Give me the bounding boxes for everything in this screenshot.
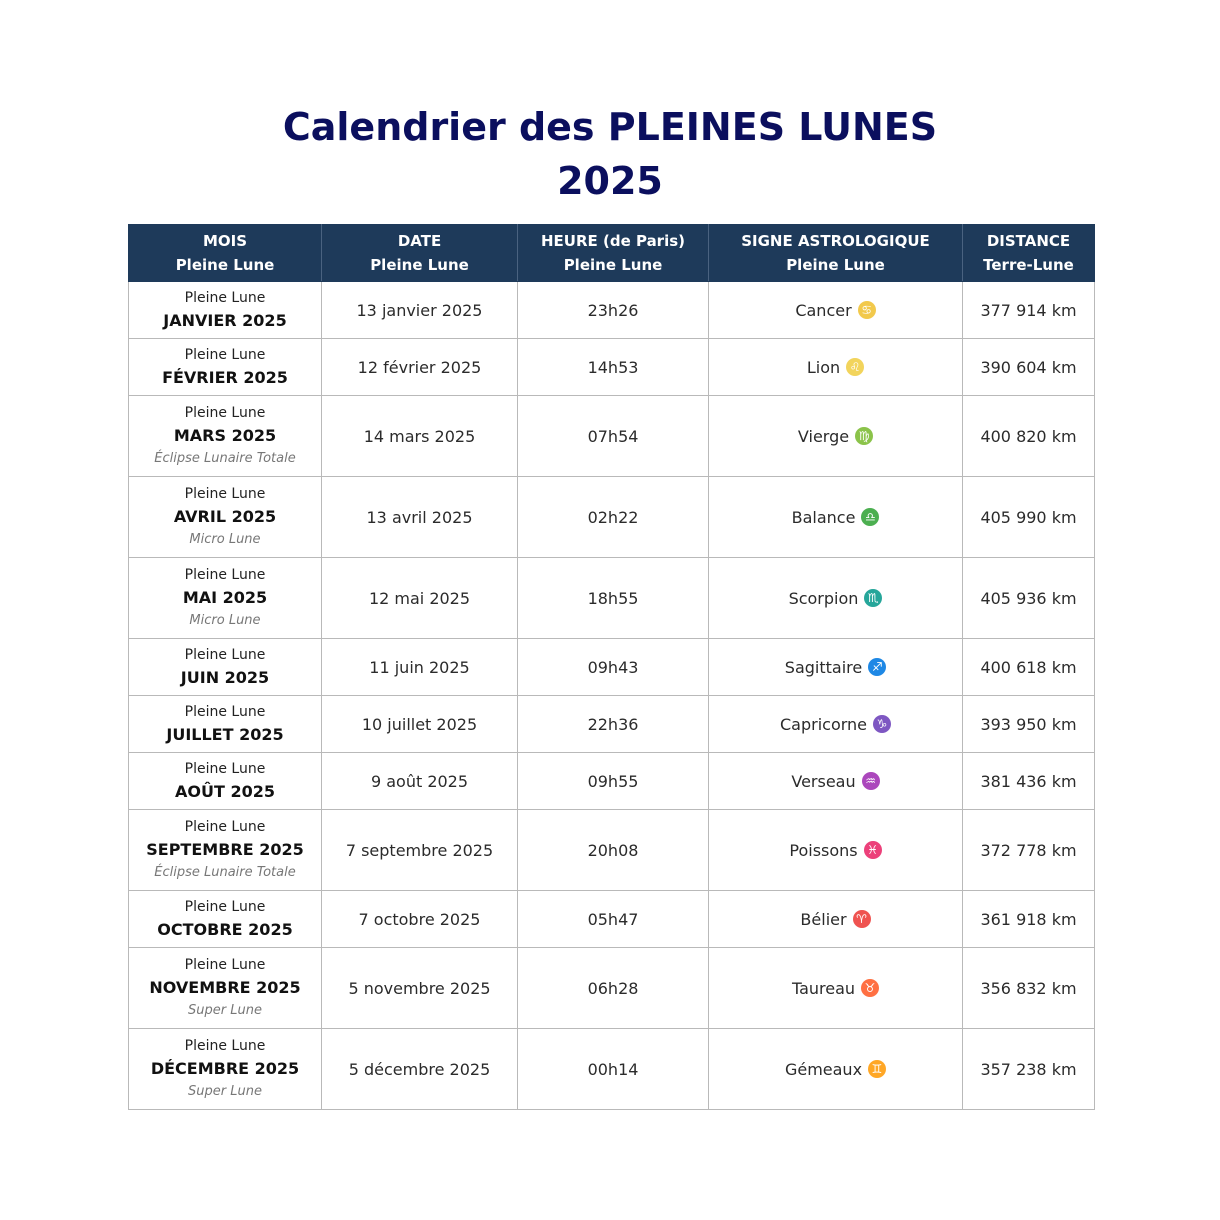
month-name: AOÛT 2025 xyxy=(175,782,275,801)
cell-time: 02h22 xyxy=(518,477,709,558)
cell-month xyxy=(129,891,322,948)
cell-date: 7 septembre 2025 xyxy=(322,810,518,891)
month-note: Super Lune xyxy=(188,1084,262,1099)
month-name: FÉVRIER 2025 xyxy=(162,368,288,387)
cell-date: 11 juin 2025 xyxy=(322,639,518,696)
cell-month xyxy=(129,753,322,810)
table-row xyxy=(129,477,1095,558)
month-name: NOVEMBRE 2025 xyxy=(149,978,301,997)
cell-date: 13 avril 2025 xyxy=(322,477,518,558)
sign-wrap xyxy=(789,841,881,860)
month-name: MARS 2025 xyxy=(173,426,277,445)
sign-name: Vierge xyxy=(797,426,850,446)
month-name: JANVIER 2025 xyxy=(163,311,287,330)
cell-date: 9 août 2025 xyxy=(322,753,518,810)
cell-time: 05h47 xyxy=(518,891,709,948)
cell-distance: 400 618 km xyxy=(963,639,1095,696)
cell-date: 13 janvier 2025 xyxy=(322,282,518,339)
table-body xyxy=(129,282,1095,1110)
page-title-line2: 2025 xyxy=(557,159,663,203)
capricorn-icon: ♑ xyxy=(873,715,891,733)
cell-date: 14 mars 2025 xyxy=(322,396,518,477)
month-prefix: Pleine Lune xyxy=(184,405,266,421)
month-note: Éclipse Lunaire Totale xyxy=(154,865,296,880)
header-time: HEURE (de Paris) Pleine Lune xyxy=(518,225,709,282)
cell-distance: 357 238 km xyxy=(963,1029,1095,1110)
cell-distance: 390 604 km xyxy=(963,339,1095,396)
month-note: Éclipse Lunaire Totale xyxy=(154,451,296,466)
month-prefix: Pleine Lune xyxy=(184,761,266,777)
cell-distance: 400 820 km xyxy=(963,396,1095,477)
sign-name: Gémeaux xyxy=(784,1059,863,1079)
month-prefix: Pleine Lune xyxy=(184,347,266,363)
cell-month xyxy=(129,810,322,891)
page-title xyxy=(0,100,1220,208)
taurus-icon: ♉ xyxy=(861,979,879,997)
sign-name: Balance xyxy=(791,507,856,527)
sign-wrap xyxy=(807,358,864,377)
sagittarius-icon: ♐ xyxy=(868,658,886,676)
month-prefix: Pleine Lune xyxy=(184,957,266,973)
header-sign: SIGNE ASTROLOGIQUE Pleine Lune xyxy=(709,225,963,282)
cell-sign xyxy=(709,396,963,477)
sign-wrap xyxy=(795,301,875,320)
scorpio-icon: ♏ xyxy=(864,589,882,607)
month-name: JUIN 2025 xyxy=(180,668,270,687)
month-prefix: Pleine Lune xyxy=(184,647,266,663)
cell-sign xyxy=(709,891,963,948)
table-row xyxy=(129,396,1095,477)
cell-time: 20h08 xyxy=(518,810,709,891)
table-row xyxy=(129,948,1095,1029)
cell-time: 14h53 xyxy=(518,339,709,396)
sign-name: Bélier xyxy=(800,909,847,929)
cell-time: 09h55 xyxy=(518,753,709,810)
header-distance: DISTANCE Terre-Lune xyxy=(963,225,1095,282)
cell-distance: 361 918 km xyxy=(963,891,1095,948)
sign-wrap xyxy=(789,589,883,608)
month-note: Micro Lune xyxy=(189,613,261,628)
sign-wrap xyxy=(780,715,891,734)
month-name: MAI 2025 xyxy=(182,588,268,607)
cell-distance: 405 936 km xyxy=(963,558,1095,639)
month-prefix: Pleine Lune xyxy=(184,290,266,306)
table-row xyxy=(129,891,1095,948)
page-title-line1: Calendrier des PLEINES LUNES xyxy=(282,105,938,149)
table-row xyxy=(129,639,1095,696)
month-note: Micro Lune xyxy=(189,532,261,547)
gemini-icon: ♊ xyxy=(868,1060,886,1078)
cell-month xyxy=(129,396,322,477)
cell-sign xyxy=(709,1029,963,1110)
month-name: DÉCEMBRE 2025 xyxy=(150,1059,300,1078)
cell-time: 23h26 xyxy=(518,282,709,339)
table-header-row xyxy=(129,225,1095,282)
sign-name: Cancer xyxy=(795,300,852,320)
month-name: AVRIL 2025 xyxy=(173,507,277,526)
cell-month xyxy=(129,477,322,558)
cell-time: 06h28 xyxy=(518,948,709,1029)
table-row xyxy=(129,696,1095,753)
leo-icon: ♌ xyxy=(846,358,864,376)
sign-wrap xyxy=(798,427,873,446)
month-name: SEPTEMBRE 2025 xyxy=(146,840,304,859)
sign-wrap xyxy=(792,979,879,998)
cell-distance: 377 914 km xyxy=(963,282,1095,339)
cell-distance: 393 950 km xyxy=(963,696,1095,753)
table-row xyxy=(129,282,1095,339)
cell-time: 18h55 xyxy=(518,558,709,639)
sign-wrap xyxy=(800,910,870,929)
cell-date: 5 décembre 2025 xyxy=(322,1029,518,1110)
cell-date: 12 mai 2025 xyxy=(322,558,518,639)
cell-month xyxy=(129,639,322,696)
header-month: MOIS Pleine Lune xyxy=(129,225,322,282)
table-row xyxy=(129,558,1095,639)
sign-wrap xyxy=(785,658,886,677)
table-row xyxy=(129,339,1095,396)
cell-sign xyxy=(709,948,963,1029)
cell-distance: 405 990 km xyxy=(963,477,1095,558)
cell-time: 22h36 xyxy=(518,696,709,753)
pisces-icon: ♓ xyxy=(864,841,882,859)
sign-wrap xyxy=(791,772,879,791)
cell-month xyxy=(129,558,322,639)
sign-name: Verseau xyxy=(791,771,856,791)
sign-wrap xyxy=(785,1060,886,1079)
libra-icon: ♎ xyxy=(861,508,879,526)
cell-sign xyxy=(709,810,963,891)
sign-name: Lion xyxy=(806,357,841,377)
header-date: DATE Pleine Lune xyxy=(322,225,518,282)
full-moon-table xyxy=(128,224,1095,1110)
cell-time: 07h54 xyxy=(518,396,709,477)
cell-distance: 372 778 km xyxy=(963,810,1095,891)
cell-date: 5 novembre 2025 xyxy=(322,948,518,1029)
month-prefix: Pleine Lune xyxy=(184,1038,266,1054)
sign-wrap xyxy=(792,508,880,527)
month-prefix: Pleine Lune xyxy=(184,486,266,502)
cell-month xyxy=(129,948,322,1029)
cell-sign xyxy=(709,696,963,753)
cell-date: 10 juillet 2025 xyxy=(322,696,518,753)
cell-month xyxy=(129,282,322,339)
aries-icon: ♈ xyxy=(853,910,871,928)
month-name: JUILLET 2025 xyxy=(166,725,284,744)
table-row xyxy=(129,810,1095,891)
sign-name: Sagittaire xyxy=(784,657,863,677)
cell-date: 12 février 2025 xyxy=(322,339,518,396)
sign-name: Scorpion xyxy=(788,588,859,608)
cell-date: 7 octobre 2025 xyxy=(322,891,518,948)
cancer-icon: ♋ xyxy=(858,301,876,319)
virgo-icon: ♍ xyxy=(855,427,873,445)
month-prefix: Pleine Lune xyxy=(184,899,266,915)
cell-month xyxy=(129,1029,322,1110)
cell-distance: 381 436 km xyxy=(963,753,1095,810)
month-name: OCTOBRE 2025 xyxy=(157,920,293,939)
cell-sign xyxy=(709,339,963,396)
cell-time: 00h14 xyxy=(518,1029,709,1110)
cell-sign xyxy=(709,282,963,339)
month-prefix: Pleine Lune xyxy=(184,704,266,720)
month-prefix: Pleine Lune xyxy=(184,567,266,583)
aquarius-icon: ♒ xyxy=(862,772,880,790)
cell-sign xyxy=(709,477,963,558)
month-note: Super Lune xyxy=(188,1003,262,1018)
sign-name: Capricorne xyxy=(779,714,868,734)
sign-name: Taureau xyxy=(791,978,856,998)
cell-month xyxy=(129,339,322,396)
cell-sign xyxy=(709,753,963,810)
month-prefix: Pleine Lune xyxy=(184,819,266,835)
table-row xyxy=(129,1029,1095,1110)
cell-month xyxy=(129,696,322,753)
cell-time: 09h43 xyxy=(518,639,709,696)
cell-distance: 356 832 km xyxy=(963,948,1095,1029)
cell-sign xyxy=(709,558,963,639)
cell-sign xyxy=(709,639,963,696)
table-row xyxy=(129,753,1095,810)
sign-name: Poissons xyxy=(789,840,858,860)
